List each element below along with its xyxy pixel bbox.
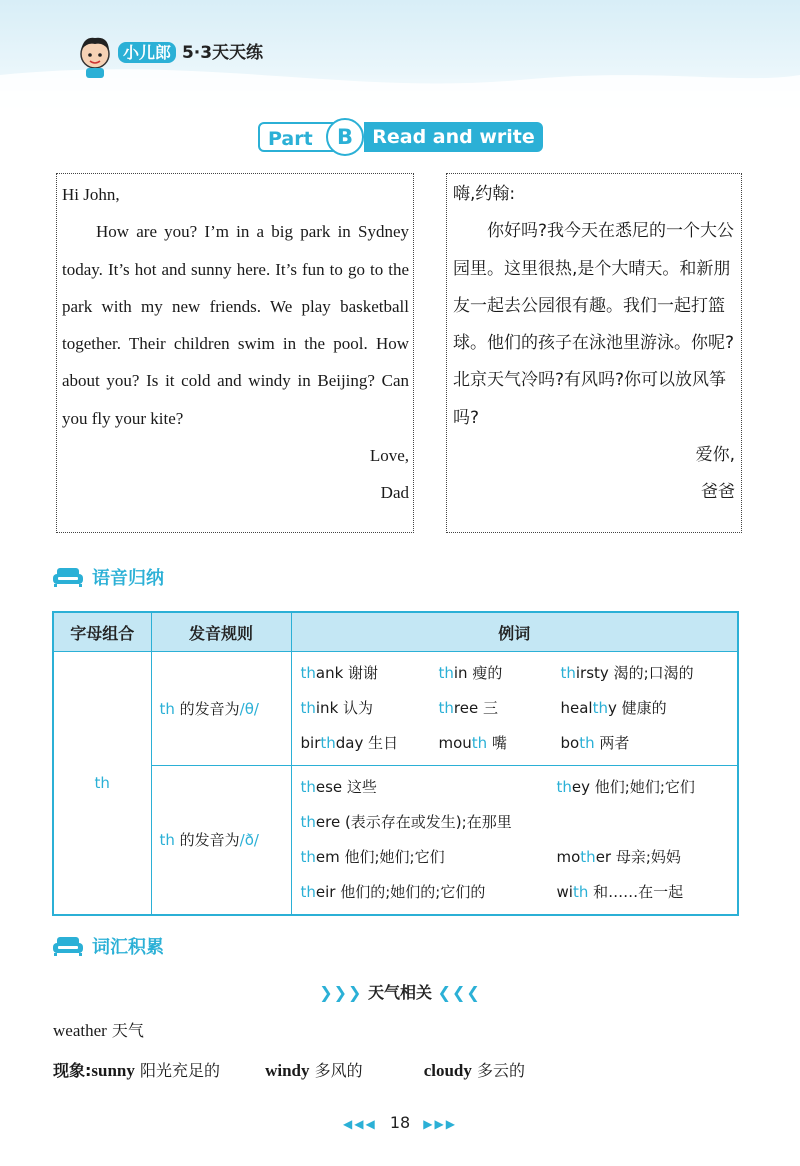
letter-en-body: How are you? I’m in a big park in Sydney today. It’s hot and sunny here. It’s fun to go to the park with my new friends. We play basketball together. Their children swim in the pool. How about you? Is it cold and windy in Beijing? Can you fly your kite?: [62, 222, 409, 428]
rule-cell-eth: [151, 765, 291, 915]
list-item: three 三: [438, 698, 498, 717]
letter-cn-closing: 爱你,: [695, 445, 735, 466]
vocab-windy-cn: 多风的: [309, 1061, 363, 1080]
triangle-left-icon: ◀◀◀: [343, 1117, 377, 1131]
vocab-subheading-text: 天气相关: [367, 983, 432, 1002]
list-item: thank 谢谢: [300, 663, 379, 682]
vocab-subheading: [0, 980, 800, 1003]
examples-cell-eth: [291, 765, 738, 915]
part-word: Part: [258, 122, 358, 152]
list-item: them 他们;她们;它们: [300, 847, 445, 866]
mascot-boy-icon: [70, 30, 120, 80]
rule-cell-theta: [151, 652, 291, 766]
vocab-weather-en: weather: [53, 1021, 107, 1040]
part-letter: B: [326, 118, 364, 156]
phonics-table: [52, 611, 739, 916]
header-rule: 发音规则: [151, 612, 291, 652]
vocab-line-phenomena: [53, 1058, 753, 1081]
vocab-phenomena-label: 现象:: [53, 1061, 92, 1080]
letter-english: [56, 173, 414, 533]
part-b-badge: [258, 118, 543, 156]
phonics-title-text: 语音归纳: [92, 568, 164, 589]
list-item: [557, 805, 729, 840]
vocab-cloudy-cn: 多云的: [471, 1061, 525, 1080]
letter-cn-body: 你好吗?我今天在悉尼的一个大公园里。这里很热,是个大晴天。和新朋友一起去公园很有趣。我们一起打篮球。他们的孩子在泳池里游泳。你呢?北京天气冷吗?有风吗?你可以放风筝吗?: [453, 221, 735, 428]
vocab-sunny-en: sunny: [91, 1061, 135, 1080]
part-title: Read and write: [364, 122, 543, 152]
brand-kid: 小儿郎: [118, 42, 176, 63]
rule-symbol-eth: /ð/: [239, 831, 259, 850]
letter-chinese: [446, 173, 742, 533]
vocab-weather-cn: 天气: [106, 1021, 144, 1040]
list-item: they 他们;她们;它们: [556, 777, 695, 796]
vocab-section-title: [50, 933, 164, 963]
list-item: thin 瘦的: [438, 663, 503, 682]
rule-mid: 的发音为: [174, 831, 240, 850]
brand-series: 5·3天天练: [181, 43, 264, 63]
phonics-section-title: [50, 564, 164, 594]
letter-cn-signature: 爸爸: [701, 482, 735, 503]
letter-en-signature: Dad: [380, 483, 409, 503]
list-item: with 和……在一起: [556, 882, 684, 901]
sofa-icon: [50, 566, 86, 588]
letter-en-greeting: Hi John,: [62, 185, 120, 204]
rule-symbol-theta: /θ/: [239, 699, 259, 718]
triangle-right-icon: ▶▶▶: [423, 1117, 457, 1131]
list-item: both 两者: [560, 733, 630, 752]
vocab-cloudy-en: cloudy: [423, 1061, 472, 1080]
list-item: mouth 嘴: [438, 733, 507, 752]
rule-mid: 的发音为: [174, 699, 240, 718]
phonics-table-header: [53, 612, 738, 652]
examples-cell-theta: [291, 652, 738, 766]
header-wave-decoration: [0, 55, 800, 125]
rule-th: th: [159, 831, 175, 850]
vocab-title-text: 词汇积累: [92, 937, 164, 958]
table-row: [53, 652, 738, 766]
rule-th: th: [159, 699, 175, 718]
chevron-left-icon: ❮❮❮: [437, 983, 481, 1002]
vocab-sunny-cn: 阳光充足的: [134, 1061, 220, 1080]
list-item: these 这些: [300, 777, 377, 796]
combo-cell: [53, 652, 151, 916]
header-examples: 例词: [291, 612, 738, 652]
page-number: 18: [389, 1113, 411, 1132]
list-item: thirsty 渴的;口渴的: [560, 663, 694, 682]
examples-group-2: [293, 768, 737, 912]
header-combo: 字母组合: [53, 612, 151, 652]
list-item: birthday 生日: [300, 733, 399, 752]
table-row: [53, 765, 738, 915]
letter-en-closing: Love,: [369, 446, 409, 466]
brand-logo: [118, 38, 263, 63]
list-item: mother 母亲;妈妈: [556, 847, 681, 866]
page-footer: [0, 1113, 800, 1132]
letter-cn-greeting: 嗨,约翰:: [453, 184, 516, 204]
examples-group-1: [293, 654, 737, 763]
list-item: healthy 健康的: [560, 698, 667, 717]
combo-text: th: [94, 774, 110, 792]
chevron-right-icon: ❯❯❯: [319, 983, 363, 1002]
vocab-line-weather: [53, 1018, 144, 1041]
list-item: their 他们的;她们的;它们的: [300, 882, 486, 901]
list-item: think 认为: [300, 698, 374, 717]
list-item: there (表示存在或发生);在那里: [300, 812, 512, 831]
vocab-windy-en: windy: [265, 1061, 310, 1080]
sofa-icon: [50, 935, 86, 957]
